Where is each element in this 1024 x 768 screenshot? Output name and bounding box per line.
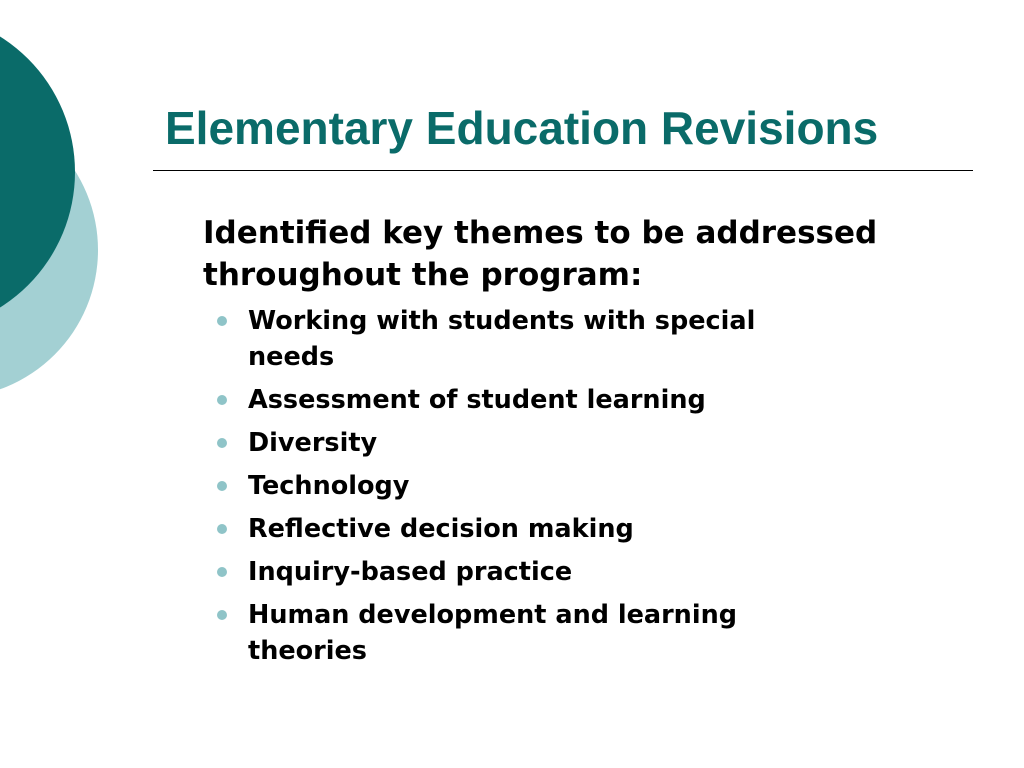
bullet-dot-icon (217, 610, 227, 620)
bullet-text: Reflective decision making (248, 514, 634, 544)
title-divider (153, 170, 973, 171)
bullet-text: Diversity (248, 428, 378, 458)
bullet-list (203, 303, 973, 669)
bullet-dot-icon (217, 316, 227, 326)
bullet-dot-icon (217, 438, 227, 448)
bullet-text: Human development and learning theories (248, 600, 737, 666)
bullet-text: Technology (248, 471, 410, 501)
list-item (203, 511, 973, 547)
intro-text: Identified key themes to be addressed throughout the program: (203, 215, 878, 293)
list-item (203, 382, 973, 418)
decorative-circles (0, 0, 110, 410)
bullet-text: Assessment of student learning (248, 385, 706, 415)
list-item (203, 468, 973, 504)
bullet-dot-icon (217, 395, 227, 405)
list-item (203, 597, 973, 669)
list-item (203, 303, 973, 375)
slide-title: Elementary Education Revisions (165, 102, 879, 154)
list-item (203, 425, 973, 461)
slide-body (203, 212, 973, 676)
bullet-dot-icon (217, 481, 227, 491)
bullet-dot-icon (217, 524, 227, 534)
list-item (203, 554, 973, 590)
bullet-text: Inquiry-based practice (248, 557, 573, 587)
bullet-text: Working with students with special needs (248, 306, 756, 372)
bullet-dot-icon (217, 567, 227, 577)
